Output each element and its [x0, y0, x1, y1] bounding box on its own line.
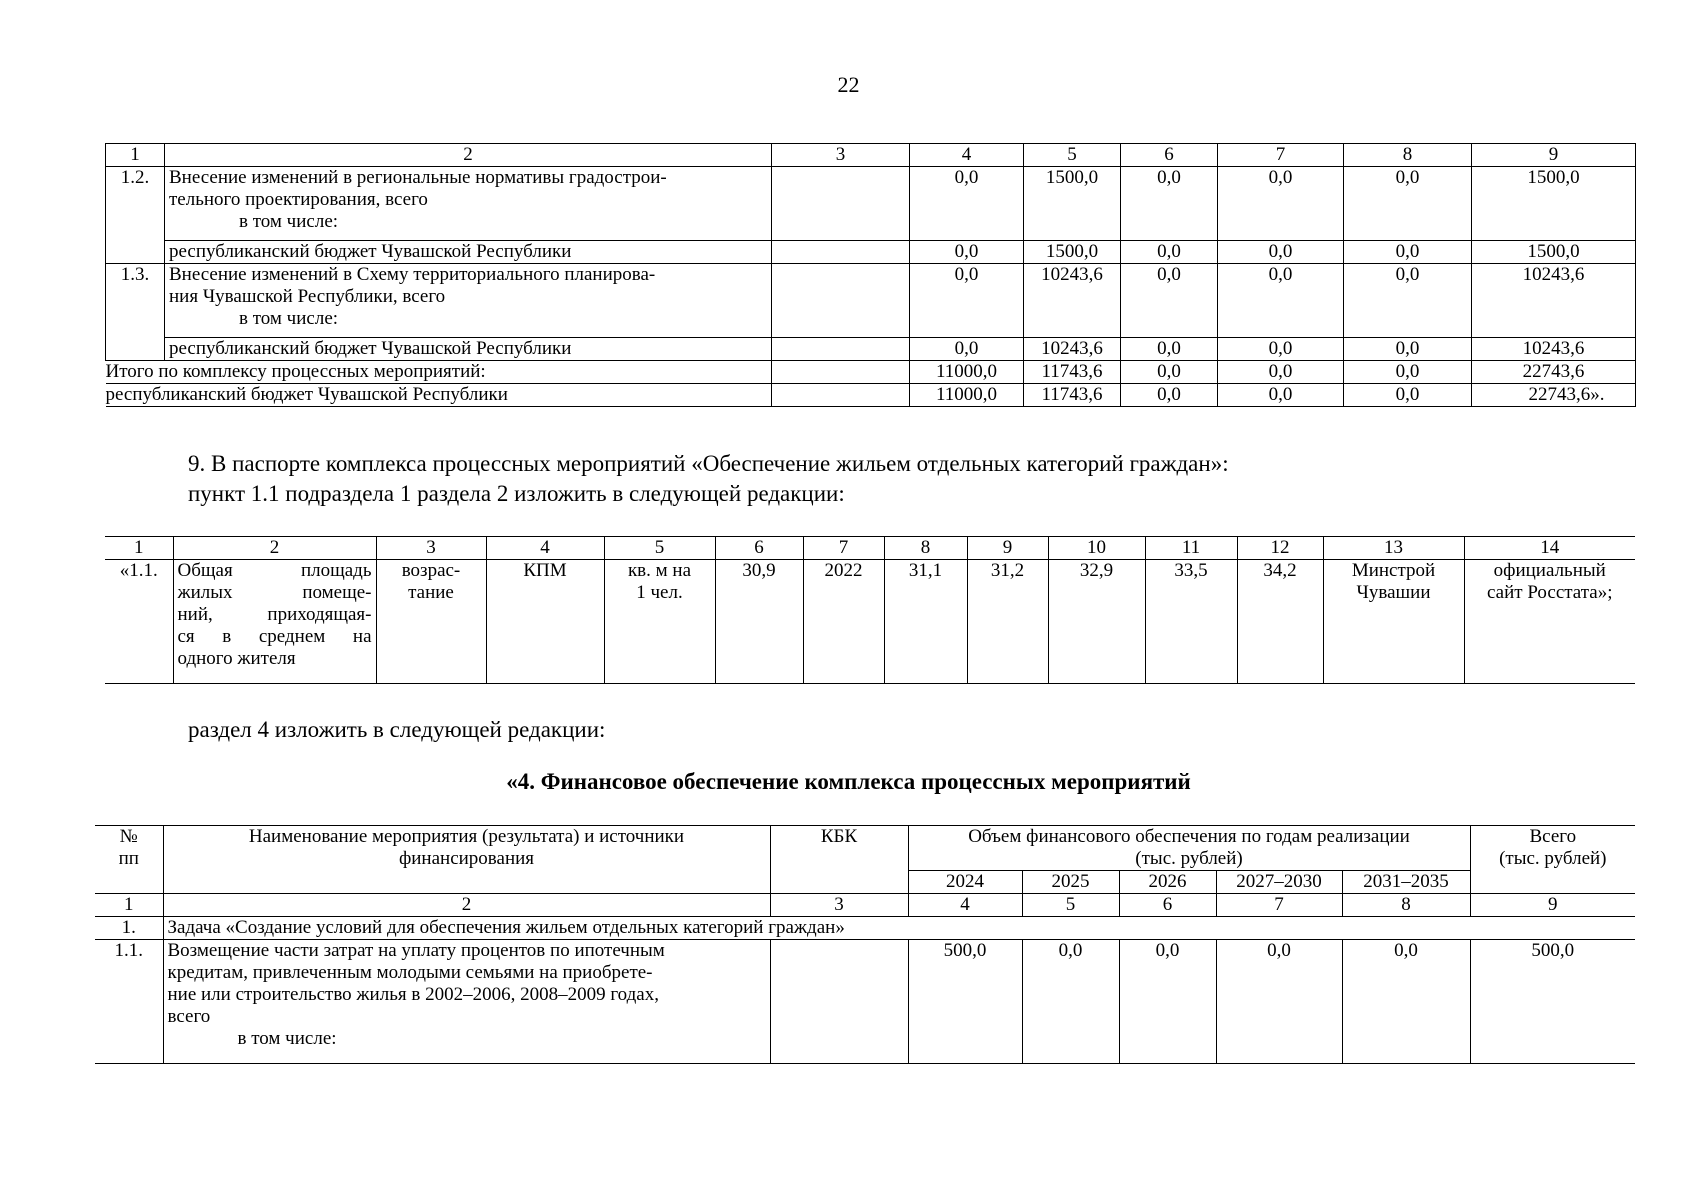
row-number: 1.2.	[106, 167, 165, 241]
table-row	[106, 338, 1636, 361]
task-row	[95, 917, 1635, 940]
row-name: республиканский бюджет Чувашской Республики	[165, 241, 772, 264]
paragraph-line: 9. В паспорте комплекса процессных мероприятий «Обеспечение жильем отдельных категорий граждан»:	[188, 451, 1229, 476]
table-financing-continued	[105, 143, 1636, 407]
value-cell: 0,0	[1121, 264, 1218, 338]
responsible-line: Минстрой	[1351, 560, 1436, 581]
row-sub-label: в том числе:	[239, 308, 339, 329]
col-num-header	[95, 826, 163, 894]
header-line: Объем финансового обеспечения по годам реализации	[968, 826, 1410, 847]
unit-line: кв. м на	[627, 560, 692, 581]
value-cell: 500,0	[908, 940, 1022, 1064]
value-cell: 0,0	[1218, 384, 1344, 407]
value-cell: 31,1	[884, 560, 967, 684]
kbk-cell	[770, 940, 908, 1064]
header-num: 5	[1024, 144, 1121, 167]
header-line: №	[119, 826, 138, 847]
header-line: (тыс. рублей)	[1135, 848, 1243, 869]
header-num: 6	[715, 537, 803, 560]
value-cell: 0,0	[1344, 384, 1472, 407]
responsible	[1323, 560, 1464, 684]
table-row	[95, 940, 1635, 1064]
header-num: 3	[772, 144, 910, 167]
row-number	[106, 241, 165, 264]
indicator-name-line: Общая площадь	[177, 560, 372, 581]
col-kbk-header: КБК	[770, 826, 908, 894]
kbk-cell	[772, 384, 910, 407]
indicator-name	[173, 560, 376, 684]
header-num: 5	[604, 537, 715, 560]
responsible-line: Чувашии	[1356, 582, 1431, 603]
row-name-line: Внесение изменений в региональные нормативы градострои-	[169, 167, 667, 188]
header-line: пп	[118, 848, 139, 869]
total-label: Итого по комплексу процессных мероприятий:	[106, 361, 772, 384]
table-header-numbers	[105, 537, 1635, 560]
value-cell: 0,0	[1121, 384, 1218, 407]
header-num: 1	[105, 537, 173, 560]
row-name	[165, 167, 772, 241]
value-cell: 0,0	[1344, 241, 1472, 264]
indicator-name-line: одного жителя	[177, 648, 296, 669]
base-year: 2022	[803, 560, 884, 684]
header-num: 1	[95, 894, 163, 917]
header-num: 11	[1145, 537, 1237, 560]
header-num: 9	[967, 537, 1048, 560]
header-num: 2	[165, 144, 772, 167]
value-cell: 34,2	[1237, 560, 1323, 684]
header-line: (тыс. рублей)	[1499, 848, 1607, 869]
value-cell: 0,0	[1121, 167, 1218, 241]
value-cell: 10243,6	[1472, 264, 1636, 338]
value-cell: 0,0	[1344, 338, 1472, 361]
value-cell: 32,9	[1048, 560, 1145, 684]
header-num: 4	[486, 537, 604, 560]
indicator-direction	[376, 560, 486, 684]
table-header	[95, 826, 1635, 871]
value-cell: 0,0	[1218, 167, 1344, 241]
unit-line: 1 чел.	[636, 582, 683, 603]
row-name-line: всего	[167, 1006, 211, 1027]
value-cell: 0,0	[1022, 940, 1119, 1064]
table-row	[105, 560, 1635, 684]
indicator-name-line: жилых помеще-	[177, 582, 372, 603]
value-cell: 1500,0	[1024, 241, 1121, 264]
value-cell: 0,0	[910, 264, 1024, 338]
row-name-line: тельного проектирования, всего	[169, 189, 428, 210]
header-num: 9	[1472, 144, 1636, 167]
value-cell: 0,0	[1344, 361, 1472, 384]
row-sub-label: в том числе:	[237, 1028, 337, 1049]
indicator-name-line: ся в среднем на	[177, 626, 372, 647]
page-number: 22	[837, 72, 860, 97]
value-cell: 500,0	[1470, 940, 1635, 1064]
value-cell: 0,0	[1121, 361, 1218, 384]
value-cell: 11000,0	[910, 384, 1024, 407]
col-years-header	[908, 826, 1470, 871]
header-num: 8	[1344, 144, 1472, 167]
header-num: 7	[1218, 144, 1344, 167]
row-name-line: Возмещение части затрат на уплату процентов по ипотечным	[167, 940, 665, 961]
header-num: 4	[908, 894, 1022, 917]
header-num: 2	[173, 537, 376, 560]
value-cell: 0,0	[910, 241, 1024, 264]
year-header: 2031–2035	[1342, 871, 1470, 894]
row-number: 1.3.	[106, 264, 165, 338]
header-num: 14	[1464, 537, 1635, 560]
header-num: 8	[1342, 894, 1470, 917]
year-header: 2024	[908, 871, 1022, 894]
table-indicator	[105, 536, 1635, 684]
kbk-cell	[772, 264, 910, 338]
header-line: Всего	[1529, 826, 1577, 847]
source-line: сайт Росстата»;	[1487, 582, 1613, 603]
indicator-type: КПМ	[486, 560, 604, 684]
header-num: 6	[1121, 144, 1218, 167]
year-header: 2027–2030	[1216, 871, 1342, 894]
row-number: «1.1.	[105, 560, 173, 684]
col-total-header	[1470, 826, 1635, 894]
value-cell: 10243,6	[1024, 264, 1121, 338]
value-cell: 33,5	[1145, 560, 1237, 684]
value-cell: 1500,0	[1472, 241, 1636, 264]
row-number	[106, 338, 165, 361]
kbk-cell	[772, 361, 910, 384]
value-cell: 22743,6».	[1472, 384, 1636, 407]
value-cell: 0,0	[910, 167, 1024, 241]
value-cell: 0,0	[1119, 940, 1216, 1064]
header-num: 2	[163, 894, 770, 917]
row-name-line: кредитам, привлеченным молодыми семьями на приобрете-	[167, 962, 653, 983]
header-line: Наименование мероприятия (результата) и источники	[248, 826, 685, 847]
total-row	[106, 384, 1636, 407]
section4-intro: раздел 4 изложить в следующей редакции:	[188, 717, 606, 742]
row-name-line: ние или строительство жилья в 2002–2006, 2008–2009 годах,	[167, 984, 659, 1005]
value-cell: 0,0	[1218, 361, 1344, 384]
value-cell: 0,0	[1342, 940, 1470, 1064]
indicator-name-line: ний, приходящая-	[177, 604, 372, 625]
header-num: 3	[376, 537, 486, 560]
value-cell: 0,0	[1218, 338, 1344, 361]
year-header: 2026	[1119, 871, 1216, 894]
header-num: 12	[1237, 537, 1323, 560]
value-cell: 0,0	[1344, 264, 1472, 338]
value-cell: 11743,6	[1024, 361, 1121, 384]
kbk-cell	[772, 241, 910, 264]
value-cell: 10243,6	[1472, 338, 1636, 361]
value-cell: 0,0	[1344, 167, 1472, 241]
value-cell: 0,0	[1218, 241, 1344, 264]
value-cell: 1500,0	[1024, 167, 1121, 241]
row-name-line: Внесение изменений в Схему территориального планирова-	[169, 264, 656, 285]
value-cell: 0,0	[1218, 264, 1344, 338]
table-section4-financing	[95, 825, 1635, 1064]
section4-title: «4. Финансовое обеспечение комплекса процессных мероприятий	[506, 769, 1191, 794]
value-cell: 10243,6	[1024, 338, 1121, 361]
direction-line: тание	[408, 582, 454, 603]
header-num: 8	[884, 537, 967, 560]
header-num: 7	[803, 537, 884, 560]
value-cell: 11000,0	[910, 361, 1024, 384]
header-num: 6	[1119, 894, 1216, 917]
task-text: Задача «Создание условий для обеспечения жильем отдельных категорий граждан»	[163, 917, 1635, 940]
row-name	[165, 264, 772, 338]
table-header-numbers	[106, 144, 1636, 167]
year-header: 2025	[1022, 871, 1119, 894]
value-cell: 0,0	[1216, 940, 1342, 1064]
total-row	[106, 361, 1636, 384]
header-num: 9	[1470, 894, 1635, 917]
col-name-header	[163, 826, 770, 894]
table-row	[106, 167, 1636, 241]
header-num: 4	[910, 144, 1024, 167]
row-name-line: ния Чувашской Республики, всего	[169, 286, 446, 307]
value-cell: 22743,6	[1472, 361, 1636, 384]
info-source	[1464, 560, 1635, 684]
value-cell: 1500,0	[1472, 167, 1636, 241]
row-number: 1.	[95, 917, 163, 940]
table-row	[106, 241, 1636, 264]
value-cell: 31,2	[967, 560, 1048, 684]
value-cell: 0,0	[1121, 338, 1218, 361]
table-row	[106, 264, 1636, 338]
indicator-unit	[604, 560, 715, 684]
row-name	[163, 940, 770, 1064]
value-cell: 11743,6	[1024, 384, 1121, 407]
paragraph-line: пункт 1.1 подраздела 1 раздела 2 изложить в следующей редакции:	[188, 481, 845, 506]
direction-line: возрас-	[401, 560, 461, 581]
base-value: 30,9	[715, 560, 803, 684]
header-line: финансирования	[398, 848, 535, 869]
header-num: 10	[1048, 537, 1145, 560]
header-num: 7	[1216, 894, 1342, 917]
value-cell: 0,0	[910, 338, 1024, 361]
paragraph-9	[188, 449, 1628, 509]
row-name: республиканский бюджет Чувашской Республики	[165, 338, 772, 361]
header-num: 13	[1323, 537, 1464, 560]
header-num: 5	[1022, 894, 1119, 917]
kbk-cell	[772, 338, 910, 361]
table-header-numbers	[95, 894, 1635, 917]
row-number: 1.1.	[95, 940, 163, 1064]
header-num: 3	[770, 894, 908, 917]
row-sub-label: в том числе:	[239, 211, 339, 232]
value-cell: 0,0	[1121, 241, 1218, 264]
header-num: 1	[106, 144, 165, 167]
source-line: официальный	[1493, 560, 1606, 581]
total-label: республиканский бюджет Чувашской Республики	[106, 384, 772, 407]
kbk-cell	[772, 167, 910, 241]
